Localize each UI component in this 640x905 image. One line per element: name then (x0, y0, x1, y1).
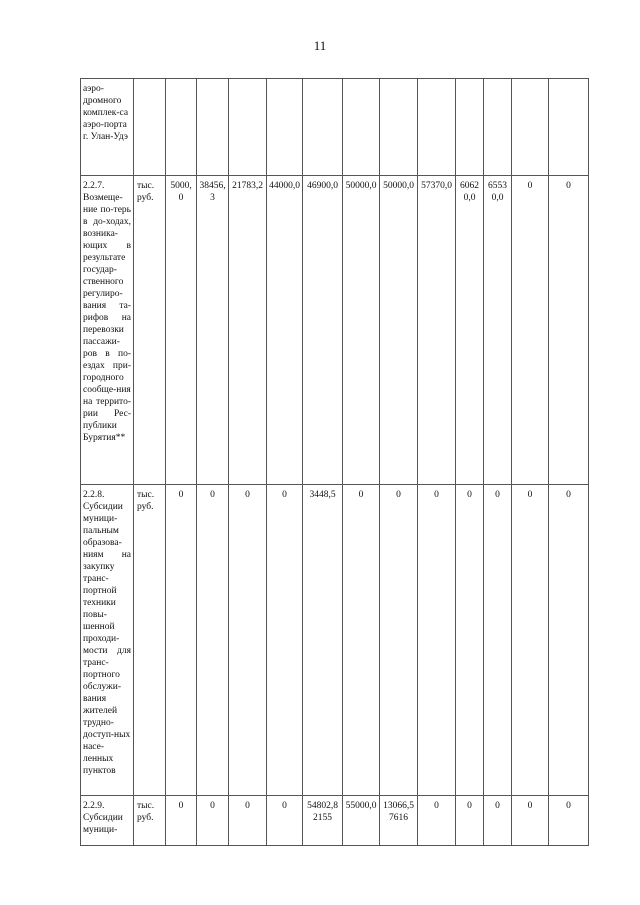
value-cell: 44000,0 (267, 176, 303, 485)
value-cell: 0 (549, 485, 589, 796)
value-cell (418, 79, 456, 176)
value-cell: 0 (197, 485, 229, 796)
value-cell: 55000,0 (343, 796, 380, 846)
value-cell (380, 79, 418, 176)
value-cell (456, 79, 484, 176)
value-cell: 54802,82155 (303, 796, 343, 846)
table-row (81, 485, 589, 796)
value-cell: 0 (456, 796, 484, 846)
value-cell (267, 79, 303, 176)
row-name-cell: 2.2.7. Возмеще-ние по-терь в до-ходах, возника-ющих в результате государ-ственного регулиро-вания та-рифов на перевозки пассажи-ров в по-ездах при-городного сообще-ния на террито-рии Рес-публики Бурятия** (81, 176, 134, 485)
value-cell (343, 79, 380, 176)
value-cell: 5000,0 (166, 176, 197, 485)
value-cell: 13066,57616 (380, 796, 418, 846)
value-cell: 46900,0 (303, 176, 343, 485)
value-cell: 0 (484, 796, 512, 846)
value-cell: 0 (343, 485, 380, 796)
value-cell: 21783,2 (229, 176, 267, 485)
value-cell (166, 79, 197, 176)
value-cell: 0 (267, 796, 303, 846)
value-cell (197, 79, 229, 176)
value-cell: 0 (512, 176, 549, 485)
value-cell: 0 (456, 485, 484, 796)
table-row (81, 176, 589, 485)
row-name-cell: 2.2.9. Субсидии муници- (81, 796, 134, 846)
value-cell: 0 (512, 485, 549, 796)
value-cell: 50000,0 (380, 176, 418, 485)
row-name-cell: 2.2.8. Субсидии муници-пальным образова-ниям на закупку транс-портной техники повы-шенной проходи-мости для транс-портного обслужи-вания жителей трудно-доступ-ных насе-ленных пунктов (81, 485, 134, 796)
value-cell: 60620,0 (456, 176, 484, 485)
unit-cell (134, 79, 166, 176)
value-cell: 0 (267, 485, 303, 796)
value-cell (229, 79, 267, 176)
value-cell (512, 79, 549, 176)
value-cell (549, 79, 589, 176)
value-cell: 3448,5 (303, 485, 343, 796)
page-number: 11 (313, 38, 327, 53)
value-cell: 50000,0 (343, 176, 380, 485)
value-cell (484, 79, 512, 176)
unit-cell: тыс. руб. (134, 176, 166, 485)
value-cell: 0 (418, 485, 456, 796)
value-cell (303, 79, 343, 176)
value-cell: 57370,0 (418, 176, 456, 485)
value-cell: 0 (512, 796, 549, 846)
value-cell: 0 (166, 796, 197, 846)
value-cell: 0 (229, 485, 267, 796)
value-cell: 0 (549, 176, 589, 485)
value-cell: 0 (197, 796, 229, 846)
value-cell: 0 (380, 485, 418, 796)
value-cell: 0 (229, 796, 267, 846)
value-cell: 0 (166, 485, 197, 796)
row-name-cell: аэро-дромного комплек-са аэро-порта г. Улан-Удэ (81, 79, 134, 176)
table-row (81, 796, 589, 846)
value-cell: 0 (549, 796, 589, 846)
value-cell: 65530,0 (484, 176, 512, 485)
unit-cell: тыс. руб. (134, 485, 166, 796)
budget-table (80, 78, 589, 846)
value-cell: 0 (484, 485, 512, 796)
value-cell: 0 (418, 796, 456, 846)
value-cell: 38456,3 (197, 176, 229, 485)
unit-cell: тыс. руб. (134, 796, 166, 846)
table-row (81, 79, 589, 176)
